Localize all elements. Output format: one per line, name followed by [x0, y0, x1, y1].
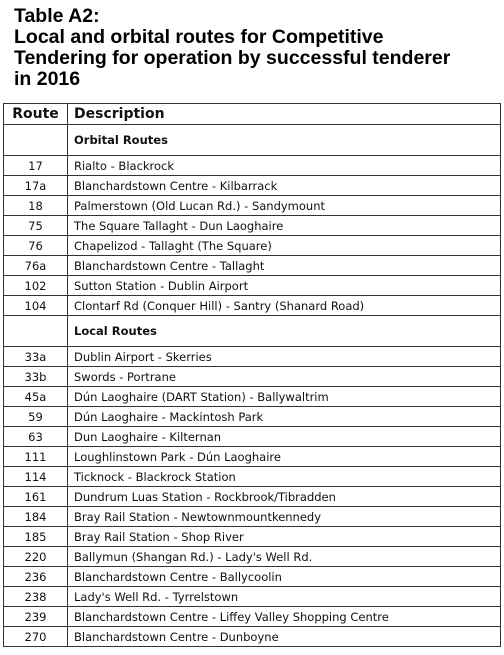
- description-column-header: Description: [68, 104, 501, 125]
- table-row: [4, 507, 501, 527]
- title-line: Table A2:: [14, 5, 100, 27]
- section-heading-row: [4, 316, 501, 347]
- route-description-cell: Dún Laoghaire (DART Station) - Ballywaltrim: [68, 387, 501, 407]
- route-description-cell: Dún Laoghaire - Mackintosh Park: [68, 407, 501, 427]
- route-number-cell: 75: [4, 216, 68, 236]
- route-description-cell: Rialto - Blackrock: [68, 156, 501, 176]
- table-row: [4, 467, 501, 487]
- table-title: [14, 6, 499, 90]
- route-number-cell: 184: [4, 507, 68, 527]
- route-number-cell: 18: [4, 196, 68, 216]
- table-row: [4, 236, 501, 256]
- route-description-cell: Dublin Airport - Skerries: [68, 347, 501, 367]
- table-row: [4, 276, 501, 296]
- table-row: [4, 156, 501, 176]
- section-heading-row: [4, 125, 501, 156]
- route-number-cell: 102: [4, 276, 68, 296]
- table-row: [4, 447, 501, 467]
- route-description-cell: Dundrum Luas Station - Rockbrook/Tibradden: [68, 487, 501, 507]
- route-column-header: Route: [4, 104, 68, 125]
- route-description-cell: Sutton Station - Dublin Airport: [68, 276, 501, 296]
- route-description-cell: Blanchardstown Centre - Kilbarrack: [68, 176, 501, 196]
- route-number-cell: 76a: [4, 256, 68, 276]
- route-description-cell: Swords - Portrane: [68, 367, 501, 387]
- route-description-cell: Bray Rail Station - Shop River: [68, 527, 501, 547]
- route-number-cell: 239: [4, 607, 68, 627]
- route-description-cell: Dun Laoghaire - Kilternan: [68, 427, 501, 447]
- table-row: [4, 216, 501, 236]
- route-description-cell: Chapelizod - Tallaght (The Square): [68, 236, 501, 256]
- route-number-cell: 63: [4, 427, 68, 447]
- table-row: [4, 407, 501, 427]
- table-row: [4, 296, 501, 316]
- route-number-cell: 17a: [4, 176, 68, 196]
- table-row: [4, 547, 501, 567]
- route-description-cell: Bray Rail Station - Newtownmountkennedy: [68, 507, 501, 527]
- table-row: [4, 567, 501, 587]
- table-row: [4, 367, 501, 387]
- route-number-cell: 33b: [4, 367, 68, 387]
- table-row: [4, 487, 501, 507]
- route-number-cell: 59: [4, 407, 68, 427]
- route-number-cell: 270: [4, 627, 68, 647]
- table-row: [4, 256, 501, 276]
- table-row: [4, 527, 501, 547]
- route-description-cell: Ticknock - Blackrock Station: [68, 467, 501, 487]
- route-description-cell: Blanchardstown Centre - Liffey Valley Shopping Centre: [68, 607, 501, 627]
- table-row: [4, 627, 501, 647]
- routes-table: [3, 103, 501, 647]
- route-number-cell: 111: [4, 447, 68, 467]
- table-row: [4, 427, 501, 447]
- table-body: [4, 125, 501, 647]
- table-header-row: [4, 104, 501, 125]
- table-row: [4, 347, 501, 367]
- route-number-cell: 238: [4, 587, 68, 607]
- route-number-cell: 185: [4, 527, 68, 547]
- route-number-cell: 45a: [4, 387, 68, 407]
- table-row: [4, 387, 501, 407]
- route-number-cell: 114: [4, 467, 68, 487]
- table-row: [4, 587, 501, 607]
- route-number-cell: 17: [4, 156, 68, 176]
- route-number-cell: 220: [4, 547, 68, 567]
- route-number-cell: 236: [4, 567, 68, 587]
- route-description-cell: Lady's Well Rd. - Tyrrelstown: [68, 587, 501, 607]
- table-row: [4, 196, 501, 216]
- route-description-cell: The Square Tallaght - Dun Laoghaire: [68, 216, 501, 236]
- route-description-cell: Blanchardstown Centre - Dunboyne: [68, 627, 501, 647]
- section-heading: Local Routes: [68, 316, 501, 347]
- table-row: [4, 176, 501, 196]
- route-description-cell: Loughlinstown Park - Dún Laoghaire: [68, 447, 501, 467]
- title-line: Local and orbital routes for Competitive: [14, 26, 384, 48]
- route-number-cell: 161: [4, 487, 68, 507]
- route-description-cell: Blanchardstown Centre - Ballycoolin: [68, 567, 501, 587]
- title-line: Tendering for operation by successful tenderer: [14, 47, 451, 69]
- route-number-cell: 76: [4, 236, 68, 256]
- route-description-cell: Blanchardstown Centre - Tallaght: [68, 256, 501, 276]
- section-heading-route-cell: [4, 316, 68, 347]
- route-description-cell: Clontarf Rd (Conquer Hill) - Santry (Shanard Road): [68, 296, 501, 316]
- table-row: [4, 607, 501, 627]
- section-heading: Orbital Routes: [68, 125, 501, 156]
- route-description-cell: Ballymun (Shangan Rd.) - Lady's Well Rd.: [68, 547, 501, 567]
- section-heading-route-cell: [4, 125, 68, 156]
- title-line: in 2016: [14, 68, 81, 90]
- route-number-cell: 33a: [4, 347, 68, 367]
- route-description-cell: Palmerstown (Old Lucan Rd.) - Sandymount: [68, 196, 501, 216]
- route-number-cell: 104: [4, 296, 68, 316]
